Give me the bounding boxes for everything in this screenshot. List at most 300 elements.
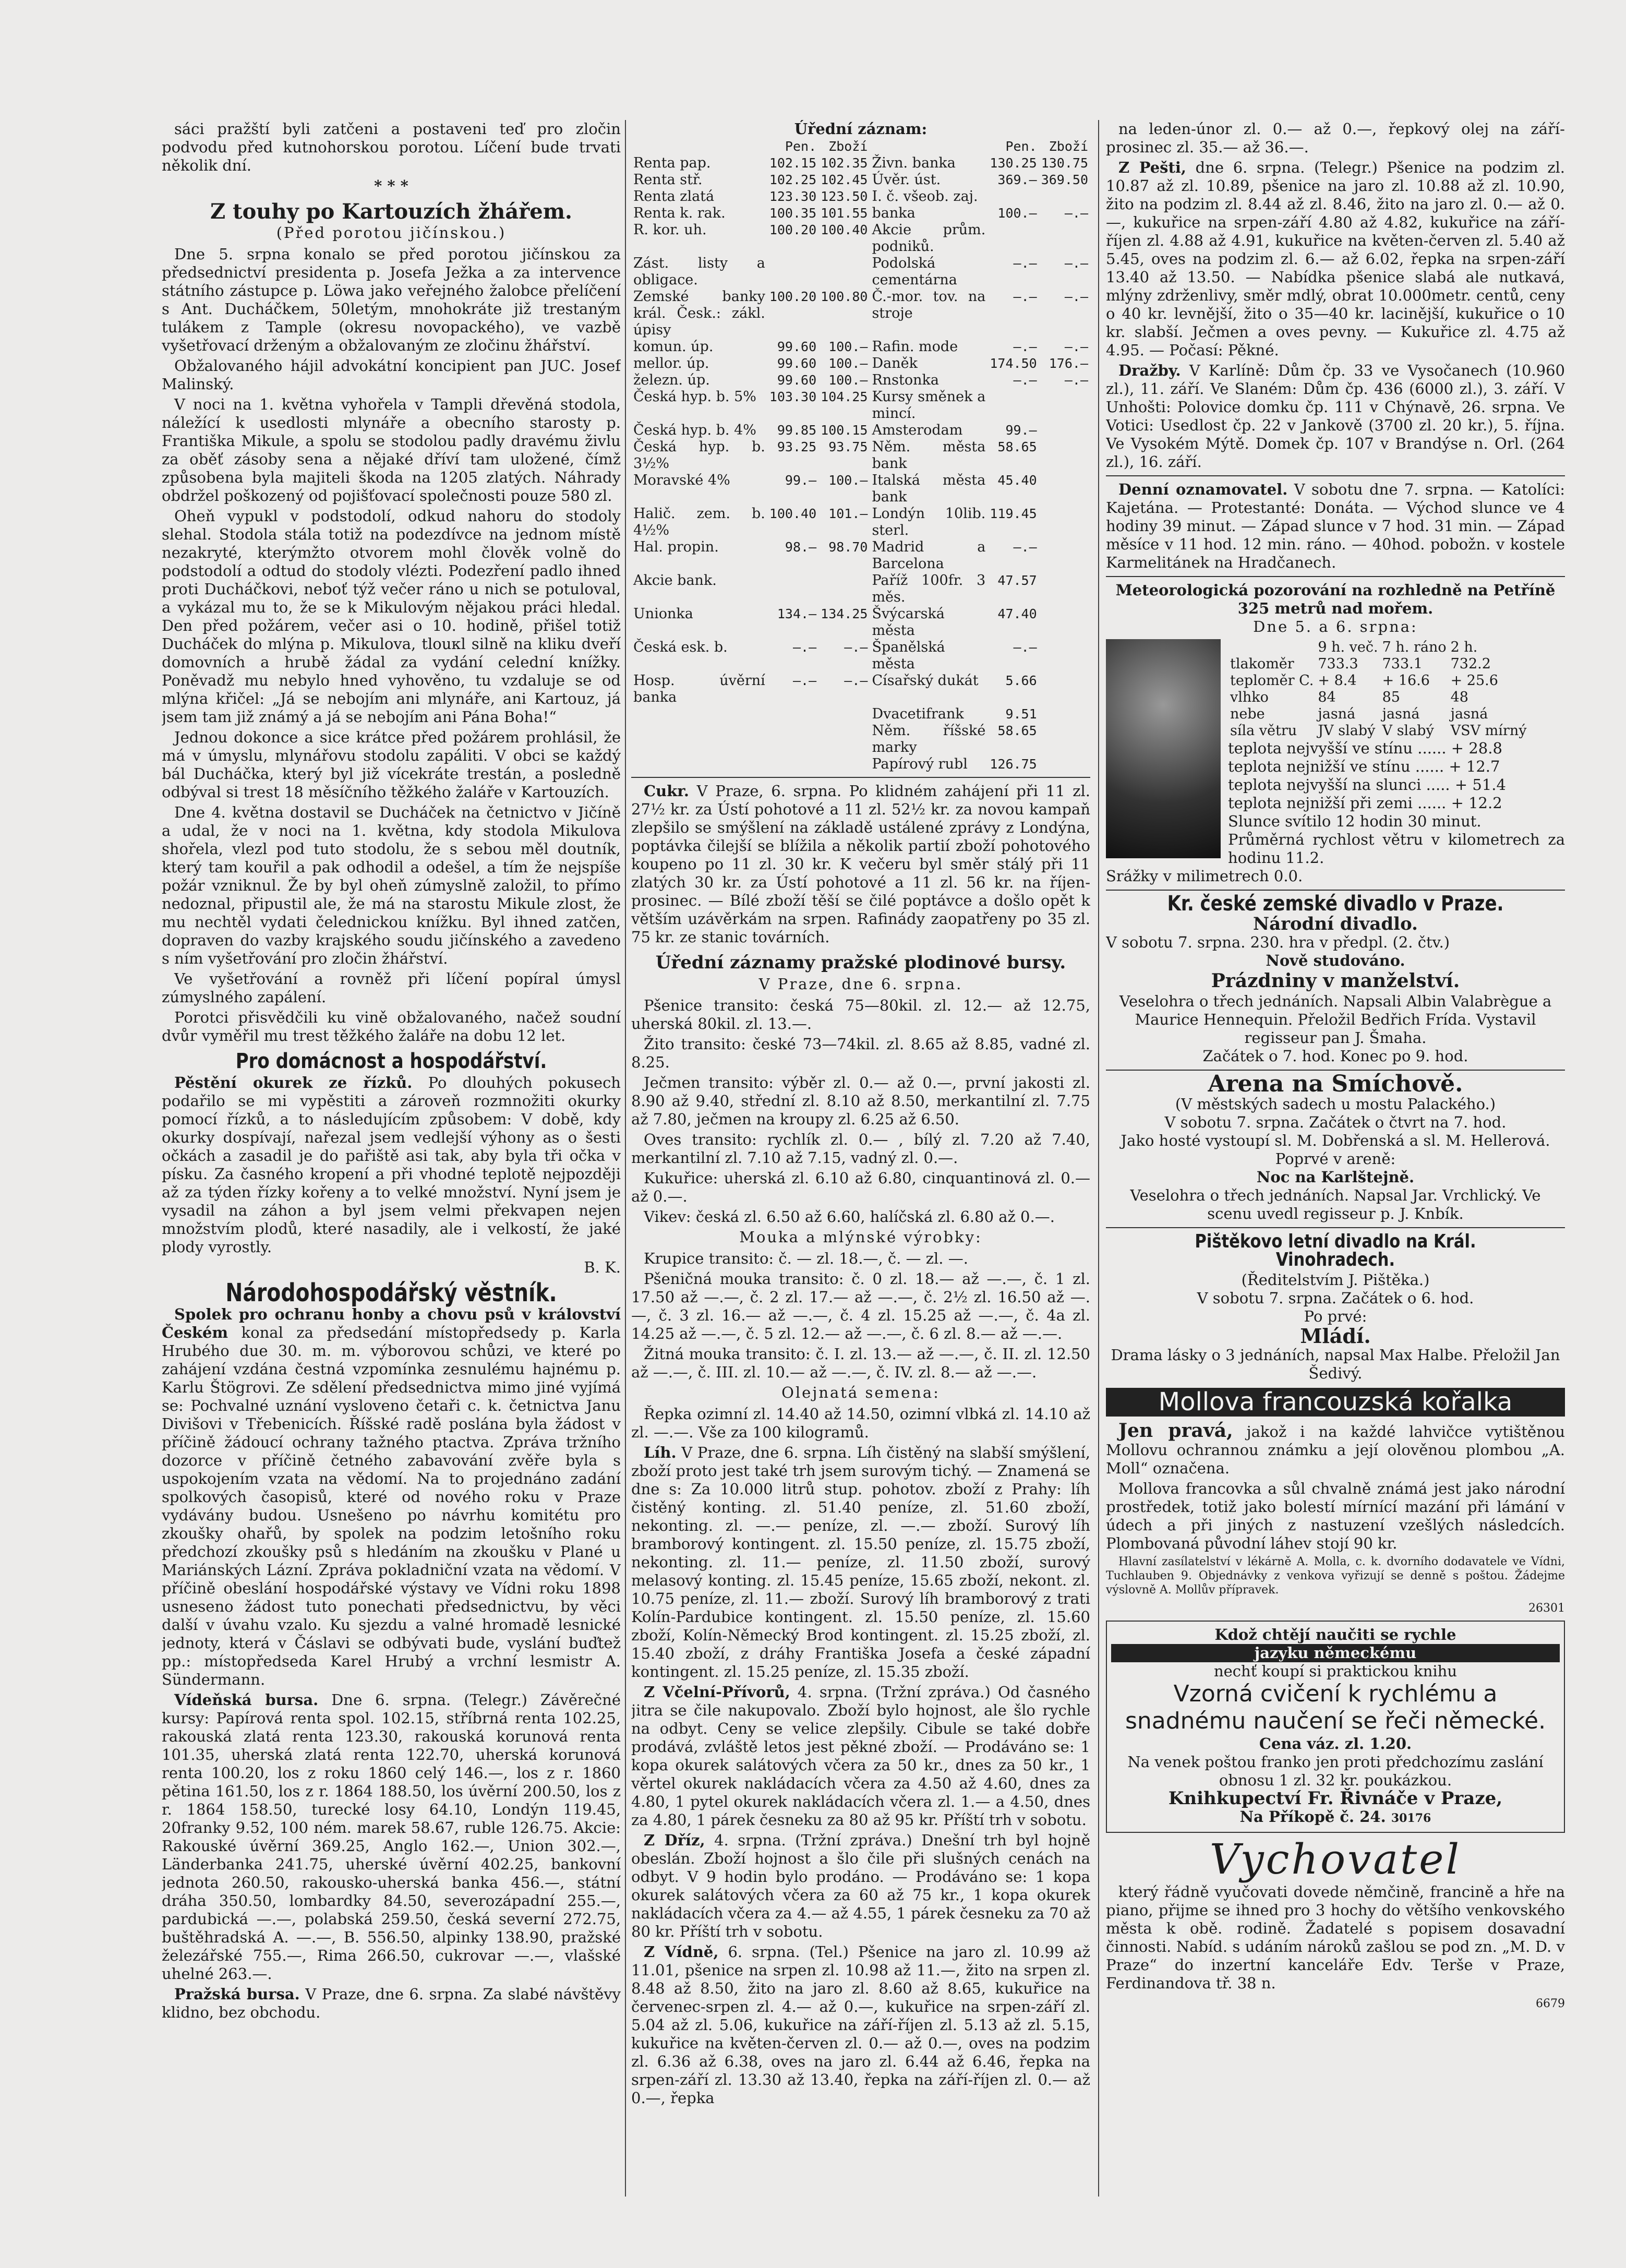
- meteo-cell: 733.3: [1318, 656, 1358, 672]
- meteo-line: teplota nejnižší ve stínu ...... + 12.7: [1228, 758, 1500, 775]
- table-cell: [818, 706, 870, 723]
- table-cell: 100.—: [828, 356, 868, 371]
- table-cell: [987, 188, 1039, 205]
- meteo-col-header: 2 h.: [1450, 639, 1478, 655]
- table-cell: —.—: [1064, 256, 1088, 271]
- article-paragraph: na leden-únor zl. 0.— až 0.—, řepkový olej na září-prosinec zl. 35.— až 36.—.: [1106, 120, 1565, 156]
- ad-small-print: Hlavní zasílatelství v lékárně A. Molla, c. k. dvorního dodavatele ve Vídni, Tuchlauben 9. Objednávky z venkova vyřizují se denně s poštou. Žádejme výslovně A. Mollův přípravek.: [1106, 1555, 1565, 1597]
- table-cell: Česká esk. b.: [633, 639, 728, 655]
- table-cell: [1039, 422, 1090, 439]
- table-cell: Císařský dukát: [872, 673, 979, 689]
- paragraph-body: 4. srpna. (Tržní zpráva.) Dnešní trh byl hojně obeslán. Zboží hojnost a šlo čile při slušných cenách na odbyt. V 9 hodin bylo prodáno. — Prodáváno se: 1 kopa okurek salátových včera za 60 až 75 kr., 1 kopa okurek nakládacích včera za 4.— až 4.55, 1 párek česneku za 70 až 80 kr. Příští trh v sobotu.: [631, 1831, 1090, 1940]
- table-cell: —.—: [1064, 339, 1088, 354]
- table-row: [631, 389, 1090, 422]
- paragraph-lead: Dražby.: [1118, 362, 1181, 379]
- meteo-cell: jasná: [1382, 706, 1420, 722]
- table-cell: 119.45: [990, 506, 1037, 521]
- ad-line: Kdož chtějí naučiti se rychle: [1214, 1626, 1456, 1643]
- paragraph-body: V Praze, dne 6. srpna. Za slabé návštěvy klidno, bez obchodu.: [162, 1985, 621, 2021]
- section-date: V Praze, dne 6. srpna.: [758, 975, 963, 993]
- table-cell: [1039, 706, 1090, 723]
- subsection-heading: Mouka a mlýnské výrobky:: [739, 1228, 982, 1246]
- table-cell: Akcie prům. podniků.: [872, 222, 986, 255]
- table-cell: —.—: [844, 640, 868, 655]
- table-cell: Moravské 4%: [633, 472, 730, 488]
- table-cell: 134.25: [821, 606, 868, 621]
- author-signature: B. K.: [584, 1258, 621, 1276]
- arena-heading: Arena na Smíchově.: [1208, 1071, 1463, 1097]
- table-cell: 176.—: [1049, 356, 1088, 371]
- table-cell: [818, 255, 870, 289]
- divider: [1106, 1227, 1565, 1228]
- table-cell: [1039, 639, 1090, 673]
- table-cell: Madrid a Barcelona: [872, 539, 986, 572]
- table-header: Pen.: [1005, 139, 1037, 154]
- meteo-row: [1228, 723, 1528, 739]
- paragraph-body: V Praze, dne 6. srpna. Líh čistěný na slabší smýšlení, zboží proto jest také trh jsem surovým tichý. — Znamená se dne s: Za 10.000 litrů stup. pohotov. zboží z Prahy: líh čistěný konting. zl. 51.40 peníze, zl. 51.60 zboží, nekonting. zl. —.— peníze, zl. —.— zboží. Surový líh bramborový kontingent. zl. 15.50 peníze, zl. 15.75 zboží, nekonting. zl. 11.— peníze, zl. 11.50 zboží, surový melasový konting. zl. 15.45 peníze, 15.65 zboží, nekont. zl. 10.75 peníze, zl. 11.— zboží. Surový líh bramborový z trati Kolín-Pardubice kontingent. zl. 15.50 peníze, zl. 15.60 zboží, Kolín-Německý Brod kontingent. zl. 15.25 zboží, zl. 15.40 zboží, z dráhy Františka Josefa a české západní kontingent. zl. 15.25 peníze, zl. 15.35 zboží.: [631, 1444, 1090, 1681]
- table-cell: Česká hyp. b. 3½%: [633, 439, 765, 472]
- table-cell: 58.65: [997, 723, 1037, 738]
- paragraph-body: V Karlíně: Dům čp. 33 ve Vysočanech (10.960 zl.), 11. září. Ve Slaném: Dům čp. 436 (6000 zl.), 3. září. V Unhošti: Polovice domku čp. 111 v Chýnavě, 26. srpna. Ve Votici: Usedlost čp. 22 v Jankově (3700 zl. 20 kr.), 5. října. Ve Vysokém Mýtě. Domek čp. 107 v Brandýse n. Orl. (264 zl.), 16. září.: [1106, 362, 1565, 471]
- article-paragraph: Jednou dokonce a sice krátce před požárem prohlásil, že má v úmyslu, mlynářovu stodolu zapáliti. V obci se každý bál Ducháčka, který byl již vícekráte trestán, a posledně odbýval si trest 18 měsíčního těžkého žaláře v Kartouzích.: [162, 728, 621, 801]
- table-cell: [631, 706, 767, 723]
- table-cell: železn. úp.: [633, 372, 710, 388]
- table-cell: 100.15: [821, 423, 868, 438]
- book-price: Cena váz. zl. 1.20.: [1259, 1735, 1412, 1753]
- table-cell: 100.35: [769, 206, 817, 221]
- theatre-subheading: (Ředitelstvím J. Pištěka.): [1241, 1271, 1430, 1289]
- play-title: Noc na Karlštejně.: [1256, 1168, 1415, 1186]
- table-cell: 100.80: [821, 289, 868, 304]
- section-heading: Pro domácnost a hospodářství.: [235, 1049, 547, 1073]
- book-ad: [1106, 1621, 1565, 1833]
- theatre-line: V sobotu 7. srpna. Začátek o 6. hod.: [1197, 1289, 1474, 1307]
- table-cell: —.—: [1013, 373, 1037, 388]
- table-cell: 102.15: [769, 155, 817, 171]
- table-row: [631, 673, 1090, 706]
- table-cell: Živn. banka: [872, 155, 956, 171]
- theatre-line: Po prvé:: [1304, 1307, 1367, 1325]
- table-cell: 98.70: [828, 539, 868, 555]
- article-paragraph: Vikev: česká zl. 6.50 až 6.60, halíčská zl. 6.80 až 0.—.: [644, 1208, 1055, 1226]
- table-cell: 100.—: [828, 339, 868, 354]
- table-cell: 130.75: [1041, 155, 1088, 171]
- article-paragraph: [1106, 159, 1565, 359]
- table-cell: 100.—: [828, 373, 868, 388]
- paragraph-lead: Vídeňská bursa.: [174, 1691, 319, 1709]
- table-cell: Hosp. úvěrní banka: [633, 673, 765, 705]
- article-heading: Z touhy po Kartouzích žhářem.: [210, 199, 572, 224]
- table-cell: 102.35: [821, 155, 868, 171]
- meteo-cell: 85: [1382, 689, 1400, 705]
- ad-paragraph: [1106, 1422, 1565, 1478]
- table-cell: Akcie bank.: [633, 572, 717, 589]
- paragraph-lead: Denní oznamovatel.: [1118, 481, 1288, 498]
- table-row: [631, 172, 1090, 188]
- table-cell: [1039, 673, 1090, 706]
- table-row: [631, 723, 1090, 756]
- table-row: [631, 155, 1090, 172]
- table-cell: Halič. zem. b. 4½%: [633, 506, 765, 538]
- table-cell: Kursy směnek a mincí.: [872, 389, 986, 422]
- column-2: [631, 120, 1090, 2197]
- article-paragraph: Pšenice transito: česká 75—80kil. zl. 12.— až 12.75, uherská 80kil. zl. 13.—.: [631, 997, 1090, 1033]
- table-cell: 103.30: [769, 389, 817, 404]
- column-1: [162, 120, 621, 2197]
- table-cell: [1039, 723, 1090, 756]
- meteo-cell: + 8.4: [1318, 673, 1357, 689]
- table-cell: 5.66: [1005, 673, 1037, 688]
- table-cell: Česká hyp. b. 4%: [633, 422, 756, 438]
- table-row: [631, 205, 1090, 222]
- table-cell: [818, 572, 870, 606]
- article-paragraph: Dne 5. srpna konalo se před porotou jičínskou za předsednictví presidenta p. Josefa Ježka a za intervence státního zástupce p. Löwa jako veřejného žalobce přelíčení s Ant. Ducháčkem, 50letým, mnohokráte již trestaným tulákem z Tample (okresu novopackého), ve vazbě vyšetřovací drženým a obžalovaným ze zločinu žhářství.: [162, 245, 621, 354]
- ad-line: nechť koupí si praktickou knihu: [1213, 1662, 1458, 1680]
- table-row: [631, 289, 1090, 339]
- table-cell: Zemské banky král. Česk.: zákl. úpisy: [633, 289, 765, 338]
- table-cell: [1039, 222, 1090, 255]
- article-paragraph: [631, 1943, 1090, 2107]
- meteo-line: teplota nejvyšší ve stínu ...... + 28.8: [1228, 739, 1502, 757]
- table-cell: 93.75: [828, 439, 868, 454]
- table-cell: Renta stř.: [633, 172, 703, 188]
- table-cell: 45.40: [997, 473, 1037, 488]
- table-cell: Papírový rubl: [872, 756, 968, 772]
- ad-number: 26301: [1528, 1602, 1565, 1615]
- paragraph-body: 4. srpna. (Tržní zpráva.) Od časného jitra se čile nakupovalo. Zboží bylo hojnost, ale šlo rychle na odbyt. Ceny se velice zlepšily. Cibule se také dobře prodává, zvláště letos jest pěkné zboží. — Prodáváno se: 1 kopa okurek salátových včera za 50 kr., dnes za 50 kr., 1 věrtel okurek nakládacích včera za 4.50 až 4.60, dnes za 4.80, 1 pytel okurek nakládacích včera zl. 1.— a 4.50, dnes za 4.80, 1 párek česneku za 80 až 95 kr. Příští trh v sobotu.: [631, 1683, 1090, 1829]
- table-row: [631, 472, 1090, 506]
- divider: [1106, 890, 1565, 891]
- meteo-line: Srážky v milimetrech 0.0.: [1106, 867, 1303, 885]
- table-cell: [767, 756, 818, 773]
- meteo-cell: nebe: [1230, 706, 1265, 722]
- table-cell: [1039, 472, 1090, 506]
- table-cell: [767, 706, 818, 723]
- theatre-heading: Kr. české zemské divadlo v Praze.: [1167, 892, 1504, 916]
- table-cell: [631, 723, 767, 756]
- meteo-col-header: 7 h. ráno: [1382, 639, 1447, 655]
- play-time: Začátek o 7. hod. Konec po 9. hod.: [1202, 1047, 1468, 1065]
- ad-paragraph: Mollova francovka a sůl chvalně známá jest jako národní prostředek, totiž jako bolestí mírnící mazání při lámání v údech a při jiných z nastuzení vzešlých následcích. Plombovaná původní láhev stojí 90 kr.: [1106, 1480, 1565, 1552]
- theatre-line: Nově studováno.: [1266, 952, 1405, 969]
- table-cell: [767, 255, 818, 289]
- table-row: [631, 188, 1090, 205]
- arena-description: Jako hosté vystoupí sl. M. Dobřenská a sl. M. Hellerová. Poprvé v areně:: [1121, 1132, 1550, 1168]
- meteo-line: teplota nejnižší při zemi ...... + 12.2: [1228, 794, 1502, 812]
- article-paragraph: Žito transito: české 73—74kil. zl. 8.65 až 8.85, vadné zl. 8.25.: [631, 1035, 1090, 1071]
- table-row: [631, 706, 1090, 723]
- theatre-subheading: Národní divadlo.: [1252, 914, 1418, 934]
- table-cell: —.—: [1013, 339, 1037, 354]
- table-cell: 100.40: [821, 222, 868, 237]
- table-cell: 369.50: [1041, 172, 1088, 187]
- table-row: [631, 639, 1090, 673]
- article-paragraph: Ječmen transito: výběr zl. 0.— až 0.—, první jakosti zl. 8.90 až 9.40, střední zl. 8.10 až 8.50, merkantilní zl. 7.75 až 7.80, ječmen na kroupy zl. 6.25 až 6.50.: [631, 1074, 1090, 1128]
- table-row: [631, 539, 1090, 572]
- meteo-line: Slunce svítilo 12 hodin 30 minut.: [1228, 812, 1482, 830]
- paragraph-body: konal za předsedání místopředsedy p. Karla Hrubého due 30. m. m. výborovou schůzi, ve které po zahájení vzdána čestná vzpomínka zesnulému hajnému p. Karlu Štögrovi. Ze sdělení předsednictva mimo jiné vyjímá se: Pochvalné uznání vysloveno četaři c. k. četnictva Janu Divišovi v Třebenicích. Říšské radě poslána byla žádost v příčině žádoucí ochrany tažného ptactva. Zpráva tržního dozorce v příčině četného zabavování zvěře byla s uspokojením vzata na vědomí. Na to projednáno zadání spolkových časopisů, které od nového roku v Praze vydávány budou. Usnešeno po návrhu komitétu pro zkoušky ohařů, by spolek na podzim letošního roku předchozí zkoušky psů s hledáním na zkoušku v Plané u Mariánských Lázní. Zpráva pokladniční vzata na vědomí. V příčině obeslání hospodářské výstavy ve Vídni roku 1898 usneseno žádost tuto ponechati předsednictvu, by věci další v úvahu vzalo. Ku sjezdu a valné hromadě lesnické jednoty, která v Čáslavi se odbývati bude, vyslání buďtež pp.: místopředseda Karel Hrubý a vrchní lesmistr A. Sündermann.: [162, 1324, 621, 1688]
- table-cell: [1039, 188, 1090, 205]
- meteo-line: teplota nejvyšší na slunci ..... + 51.4: [1228, 776, 1506, 794]
- paragraph-lead: Pěstění okurek ze řízků.: [174, 1074, 413, 1091]
- meteo-header-row: [1228, 639, 1528, 656]
- bookshop-name: Knihkupectví Fr. Řivnáče v Praze,: [1168, 1788, 1503, 1809]
- table-header: Zboží: [1049, 139, 1088, 154]
- paragraph-body: Po dlouhých pokusech podařilo se mi vypěstiti a zároveň rozmnožiti okurky pomocí řízků, a to následujícím způsobem: V době, kdy okurky dospívají, nařezal jsem vedlejší výhony as o šesti očkách a zasadil je do pařiště asi tak, aby byla tři očka v písku. Za časného kropení a při vhodné teplotě nejpozději až za týden řízky kořeny a to velké množství. Nyní jsem je vysadil na záhon a byl jsem velmi překvapen nejen množstvím plodů, které nasadily, ale i velkostí, že jaké plody vyrostly.: [162, 1074, 621, 1256]
- table-cell: 47.40: [997, 606, 1037, 621]
- table-header: Pen.: [785, 139, 817, 154]
- arena-line: V sobotu 7. srpna. Začátek o čtvrt na 7. hod.: [1164, 1113, 1507, 1131]
- article-paragraph: V noci na 1. května vyhořela v Tampli dřevěná stodola, náležící k usedlosti mlynáře a obecního starosty p. Františka Mikule, a spolu se stodolou padly dravému živlu za oběť zásoby sena a nějaké dříví tam uložené, čímž způsobena byla majiteli škoda na 1205 zlatých. Náhrady obdržel poškozený od pojišťovací společnosti pouze 580 zl.: [162, 395, 621, 505]
- article-paragraph: [631, 1831, 1090, 1941]
- meteo-row: [1228, 689, 1528, 706]
- table-cell: Renta pap.: [633, 155, 711, 171]
- article-paragraph: [631, 1683, 1090, 1829]
- column-rule: [625, 120, 626, 2197]
- divider: [1106, 576, 1565, 577]
- table-cell: 99.—: [785, 473, 817, 488]
- table-cell: Dvacetifrank: [872, 706, 964, 722]
- table-cell: —.—: [1013, 539, 1037, 555]
- table-cell: [987, 222, 1039, 255]
- table-header: Zboží: [828, 139, 868, 154]
- article-paragraph: Oheň vypukl v podstodolí, odkud nahoru do stodoly slehal. Stodola stála totiž na podezdívce na jednom místě nezakryté, kterýmžto otvorem mohl člověk volně do podstodolí a odtud do stodoly vlézti. Podezření padlo ihned proti Ducháčkovi, neboť týž večer ráno u nich se potuloval, a vykázal mu to, že se k Mikulovým nějakou práci hledal. Den před požárem, večer asi o 10. hodině, přišel totiž Ducháček do mlýna p. Mikulova, tlouкl silně na kliku dveří domovních a hrubě žádal za vydání celední knížky. Poněvadž mu nebylo hned vyhověno, tu vzdaluje se od mlýna křičel: „Já se nebojím ani mlynáře, ani Kartouz, já jsem tam již známý a já se nebojím ani Pána Boha!“: [162, 507, 621, 726]
- article-paragraph: Dne 4. května dostavil se Ducháček na četnictvo v Jičíně a udal, že v noci na 1. května, kdy stodola Mikulova shořela, vlezl pod tuto stodolu, že s sebou měl doutník, který tam kouřil a pak odhodil a odešel, a tím že nejspíše požár vzniknul. Že by byl oheň zúmyslně založil, to přímo nedoznal, připustil ale, že má na starostu Mikule zlost, že mu nechtěl vydati čelednickou knížku. Byl ihned zatčen, dopraven do vazby krajského soudu jičínského a zavedeno s ním vyšetřování pro zločin žhářství.: [162, 803, 621, 967]
- table-cell: R. kor. uh.: [633, 222, 707, 238]
- article-subheading: (Před porotou jičínskou.): [276, 224, 507, 242]
- table-cell: 102.25: [769, 172, 817, 187]
- table-cell: [767, 572, 818, 606]
- paragraph-body: 6. srpna. (Tel.) Pšenice na jaro zl. 10.99 až 11.01, pšenice na srpen zl. 10.98 až 11.—, žito na srpen zl. 8.48 až 8.50, žito na jaro zl. 8.60 až 8.65, kukuřice na červenec-srpen zl. 4.— až 0.—, kukuřice na srpen-září zl. 5.04 až zl. 5.06, kukuřice na září-říjen zl. 5.13 až zl. 5.15, kukuřice na květen-červen zl. 0.— až 0.—, oves na podzim zl. 6.36 až 6.38, oves na jaro zl. 6.44 až 6.46, řepka na srpen-září zl. 13.30 až 13.40, řepka na září-říjen zl. 0.— až 0.—, řepka: [631, 1943, 1090, 2107]
- table-cell: [1039, 756, 1090, 773]
- table-cell: Unionka: [633, 606, 693, 622]
- meteo-cell: VSV mírný: [1450, 723, 1527, 739]
- article-paragraph: Oves transito: rychlík zl. 0.— , bílý zl. 7.20 až 7.40, merkantilní zl. 7.10 až 7.15, vadný zl. 0.—.: [631, 1131, 1090, 1167]
- table-cell: Č.-mor. tov. na stroje: [872, 289, 986, 321]
- article-paragraph: Ve vyšetřování a rovněž při líčení popíral úmysl zúmyslného zapálení.: [162, 970, 621, 1006]
- meteo-cell: 48: [1450, 689, 1468, 705]
- meteo-cell: 732.2: [1450, 656, 1491, 672]
- article-paragraph: Porotci přisvědčili ku vině obžalovaného, načež soudní dvůr vyměřil mu trest těžkého žaláře na dobu 12 let.: [162, 1009, 621, 1045]
- paragraph-body: dne 6. srpna. (Telegr.) Pšenice na podzim zl. 10.87 až zl. 10.89, pšenice na jaro zl. 10.88 až zl. 10.90, žito na podzim zl. 8.44 až zl. 8.46, žito na jaro zl. 0.— až 0.—, kukuřice na srpen-září 4.80 až 4.82, kukuřice na září-říjen zl. 4.88 až 4.91, kukuřice na květen-červen zl. 5.40 až 5.45, oves na podzim zl. 6.— až 6.02, řepka na srpen-září 13.40 až 13.50. — Nabídka pšenice slabá ale nutkavá, mlýny zdrženlivy, směr mdlý, obrat 10.000metr. centů, ceny o 40 kr. levnější, žito o 35—40 kr. lacinější, kukuřice o 10 kr. slabší. Ječmen a oves pevny. — Kukuřice zl. 4.75 až 4.95. — Počasí: Pěkné.: [1106, 159, 1565, 359]
- article-paragraph: [162, 1305, 621, 1689]
- table-row: [631, 422, 1090, 439]
- table-cell: —.—: [1013, 289, 1037, 304]
- meteo-table-body: [1228, 656, 1528, 739]
- meteo-table: [1228, 639, 1528, 739]
- table-cell: 134.—: [777, 606, 817, 621]
- table-row: [631, 572, 1090, 606]
- table-cell: Podolská cementárna: [872, 255, 957, 288]
- table-cell: Švýcarská města: [872, 606, 945, 639]
- meteo-line: Průměrná rychlost větru v kilometrech za hodinu 11.2.: [1228, 831, 1565, 867]
- play-description: Drama lásky o 3 jednáních, napsal Max Halbe. Přeložil Jan Šedivý.: [1111, 1346, 1560, 1382]
- table-cell: —.—: [1013, 640, 1037, 655]
- ad-line: Na venek poštou franko jen proti předchozímu zaslání obnosu 1 zl. 32 kr. poukázkou.: [1127, 1753, 1544, 1789]
- section-heading: Národohospodářský věstník.: [225, 1278, 557, 1307]
- table-cell: Rafin. mode: [872, 339, 958, 355]
- table-row: [631, 606, 1090, 639]
- table-cell: 99.60: [777, 339, 817, 354]
- table-cell: mellor. úp.: [633, 355, 709, 371]
- meteo-cell: + 25.6: [1450, 673, 1498, 689]
- petrin-tower-image: [1106, 639, 1221, 858]
- table-cell: —.—: [1064, 206, 1088, 221]
- table-cell: 101.—: [828, 506, 868, 521]
- article-paragraph: Obžalovaného hájil advokátní koncipient pan JUC. Josef Malinský.: [162, 357, 621, 393]
- table-cell: banka: [872, 205, 916, 221]
- table-cell: 123.50: [821, 189, 868, 204]
- table-cell: [767, 723, 818, 756]
- meteo-row: [1228, 656, 1528, 673]
- table-cell: 100.20: [769, 289, 817, 304]
- table-cell: Daněk: [872, 355, 918, 371]
- table-row: [631, 355, 1090, 372]
- table-cell: Hal. propin.: [633, 539, 719, 555]
- bourse-table-body: [631, 155, 1090, 773]
- ad-number: 6679: [1536, 1997, 1565, 2010]
- play-description: Veselohra o třech jednáních. Napsali Albin Valabrègue a Maurice Hennequin. Přeložil Bedřich Frída. Vystavil regisseur pan J. Šmaha.: [1119, 992, 1552, 1047]
- column-rule: [1098, 120, 1099, 2197]
- arena-subheading: (V městských sadech u mostu Palackého.): [1175, 1095, 1496, 1113]
- theatre-heading: Pištěkovo letní divadlo na Král. Vinohradech.: [1195, 1231, 1476, 1270]
- subsection-heading: Olejnatá semena:: [781, 1384, 940, 1401]
- meteo-cell: JV slabý: [1318, 723, 1376, 739]
- table-cell: 100.20: [769, 222, 817, 237]
- article-paragraph: [1106, 362, 1565, 471]
- play-title: Prázdniny v manželství.: [1211, 970, 1460, 992]
- meteo-cell: 733.1: [1382, 656, 1423, 672]
- section-heading: Úřední záznamy pražské plodinové bursy.: [655, 952, 1066, 973]
- table-header-row: [631, 138, 1090, 155]
- table-row: [631, 439, 1090, 472]
- table-row: [631, 372, 1090, 389]
- ad-number: 30176: [1391, 1811, 1431, 1825]
- table-cell: 369.—: [997, 172, 1037, 187]
- meteo-cell: teploměr C.: [1230, 673, 1314, 689]
- meteo-cell: tlakoměr: [1230, 656, 1294, 672]
- divider: [631, 777, 1090, 778]
- table-cell: —.—: [792, 673, 817, 688]
- table-cell: komun. úp.: [633, 339, 714, 355]
- table-cell: Amsterodam: [872, 422, 963, 438]
- paragraph-lead: Z Včelní-Přívorů,: [644, 1683, 790, 1701]
- ad-line: jazyku německému: [1111, 1644, 1560, 1662]
- table-cell: 130.25: [990, 155, 1037, 171]
- paragraph-body: Dne 6. srpna. (Telegr.) Závěrečné kursy: Papírová renta spol. 102.15, stříbrná renta 102.25, rakouská zlatá renta 123.30, rakouská korunová renta 101.35, uherská zlatá renta 122.70, uherská korunová renta 100.20, los z roku 1860 celý 146.—, los z r. 1860 pětina 161.50, los z r. 1864 188.50, los úvěrní 200.50, los z r. 1864 158.50, turecké losy 64.10, Londýn 119.45, 20franky 9.52, 100 ném. marek 58.67, ruble 126.75. Akcie: Rakouské úvěrní 369.25, Anglo 162.—, Union 302.—, Länderbanka 241.75, uherské úvěrní 402.25, bankovní jednota 260.50, rakousko-uherská banka 456.—, státní dráha 350.50, lombardky 84.50, severozápadní 255.—, pardubická —.—, polabská 259.50, česká severní 272.75, buštěhradská A. —.—, B. 556.50, alpinky 138.90, pražské železářské 755.—, Rima 266.50, cukrovar —.—, vlašské uhelné 263.—.: [162, 1691, 621, 1983]
- table-row: [631, 222, 1090, 255]
- meteo-col-header: 9 h. več.: [1318, 639, 1378, 655]
- meteo-cell: vlhko: [1230, 689, 1269, 705]
- table-cell: [1039, 389, 1090, 422]
- play-title: Mládí.: [1300, 1324, 1371, 1348]
- table-cell: [1039, 439, 1090, 472]
- table-cell: 100.—: [997, 206, 1037, 221]
- table-cell: 9.51: [1005, 706, 1037, 722]
- table-row: [631, 756, 1090, 773]
- article-paragraph: [162, 1074, 621, 1256]
- paragraph-lead: Líh.: [644, 1444, 677, 1461]
- table-row: [631, 506, 1090, 539]
- meteo-title: Meteorologická pozorování na rozhledně na Petříně 325 metrů nad mořem.: [1115, 581, 1556, 617]
- table-cell: [1039, 606, 1090, 639]
- table-cell: 93.25: [777, 439, 817, 454]
- table-cell: Londýn 10lib. sterl.: [872, 506, 986, 538]
- table-cell: [631, 756, 767, 773]
- article-paragraph: Pšeničná mouka transito: č. 0 zl. 18.— až —.—, č. 1 zl. 17.50 až —.—, č. 2 zl. 17.— až —.—, č. 2½ zl. 16.50 až —.—, č. 3 zl. 16.— až —.—, č. 4 zl. 15.25 až —.—, č. 4a zl. 14.25 až —.—, č. 5 zl. 12.— až —.—, č. 6 zl. 8.— až —.—.: [631, 1270, 1090, 1342]
- table-cell: 99.60: [777, 373, 817, 388]
- article-paragraph: Řepka ozimní zl. 14.40 až 14.50, ozimní vlbká zl. 14.10 až zl. —.—. Vše za 100 kilogramů.: [631, 1405, 1090, 1441]
- table-cell: [987, 389, 1039, 422]
- table-cell: 100.40: [769, 506, 817, 521]
- table-cell: —.—: [1064, 289, 1088, 304]
- article-paragraph: [631, 782, 1090, 946]
- table-cell: Něm. říšské marky: [872, 723, 986, 755]
- article-paragraph: [162, 1985, 621, 2022]
- table-cell: I. č. všeob. zaj.: [872, 188, 978, 205]
- table-cell: Něm. města bank: [872, 439, 986, 472]
- table-cell: Španělská města: [872, 639, 945, 672]
- article-paragraph: Krupice transito: č. — zl. 18.—, č. — zl. —.: [644, 1250, 968, 1267]
- meteo-date: Dne 5. a 6. srpna:: [1253, 618, 1418, 635]
- article-paragraph: Žitná mouka transito: č. I. zl. 13.— až —.—, č. II. zl. 12.50 až —.—, č. III. zl. 10.— až —.—, č. IV. zl. 8.— až —.—.: [631, 1345, 1090, 1381]
- newspaper-page: [151, 120, 1570, 2197]
- paragraph-lead: Pražská bursa.: [174, 1985, 300, 2003]
- table-cell: Renta zlatá: [633, 188, 715, 205]
- table-title: Úřední záznam:: [794, 120, 928, 138]
- article-paragraph: Kukuřice: uherská zl. 6.10 až 6.80, cinquantinová zl. 0.— až 0.—.: [631, 1169, 1090, 1205]
- table-row: [631, 339, 1090, 355]
- table-cell: 98.—: [785, 539, 817, 555]
- paragraph-lead: Z Vídně,: [644, 1943, 719, 1961]
- separator-stars: * * *: [374, 177, 408, 195]
- meteo-cell: jasná: [1450, 706, 1488, 722]
- paragraph-lead: Z Dříz,: [644, 1831, 705, 1849]
- meteo-cell: jasná: [1318, 706, 1356, 722]
- table-cell: [1039, 572, 1090, 606]
- intro-text: sáci pražští byli zatčeni a postaveni teď pro zločin podvodu před kutnohorskou porotou. Líčení bude trvati několik dní.: [162, 120, 621, 174]
- paragraph-lead: Cukr.: [644, 782, 689, 800]
- paragraph-lead: Jen pravá,: [1118, 1420, 1233, 1442]
- table-cell: 99.60: [777, 356, 817, 371]
- table-cell: [818, 723, 870, 756]
- paragraph-body: V Praze, 6. srpna. Po klidném zahájení při 11 zl. 27½ kr. za Ústí pohotové a 11 zl. 52½ kr. za novou kampaň zlepšilo se smýšlení na základě ustálené zprávy z Londýna, poptávka čilejší se blížila a několik partií zboží pohotového koupeno po 11 zl. 30 kr. K večeru byl směr stálý při 11 zlatých 30 kr. za Ústí pohotové a 11 zl. 56 kr. na říjen-prosinec. — Bílé zboží těší se čilé poptávce a došlo opět k větším uzávěrkám na srpen. Rafinády zaopatřeny po 35 zl. 75 kr. ze stanic továrních.: [631, 782, 1090, 946]
- table-cell: 101.55: [821, 206, 868, 221]
- paragraph-lead: Spolek pro ochranu honby a chovu psů v království Českém: [162, 1305, 621, 1341]
- table-cell: Zást. listy a obligace.: [633, 255, 765, 288]
- paragraph-body: V sobotu dne 7. srpna. — Katolíci: Kajetána. — Protestanté: Donáta. — Východ slunce ve 4 hodiny 39 minut. — Západ slunce v 7 hod. 31 min. — Západ měsíce v 11 hod. 12 min. ráno. — 40hod. pobožn. v kostele Karmelitánek na Hradčanech.: [1106, 481, 1565, 571]
- meteo-row: [1228, 673, 1528, 689]
- meteo-cell: 84: [1318, 689, 1336, 705]
- table-cell: —.—: [1064, 373, 1088, 388]
- moll-banner: Mollova francouzská kořalka: [1106, 1388, 1565, 1417]
- table-cell: 123.30: [769, 189, 817, 204]
- table-cell: [1039, 506, 1090, 539]
- table-cell: Česká hyp. b. 5%: [633, 389, 756, 405]
- bookshop-address-line: [1111, 1808, 1560, 1828]
- meteo-cell: síla větru: [1230, 723, 1297, 739]
- ad-paragraph: který řádně vyučovati dovede němčině, francině a hře na piano, přijme se ihned pro 3 hochy do většího venkovského města k obě. rodině. Žadatelé s popisem dosavadní činnosti. Nabíd. s udáním nároků zašlou se pod zn. „M. D. v Praze“ do inzertní kanceláře Edv. Terše v Praze, Ferdinandova tř. 38 n.: [1106, 1883, 1565, 1992]
- column-3: [1106, 120, 1565, 2197]
- paragraph-body: jakož i na každé lahvičce vytištěnou Mollovu ochrannou známku a její olověnou plombou „A. Moll“ označena.: [1106, 1423, 1565, 1477]
- article-paragraph: [162, 1691, 621, 1983]
- bookshop-address: Na Příkopě č. 24.: [1239, 1808, 1386, 1826]
- table-cell: 174.50: [990, 356, 1037, 371]
- bourse-table: [631, 138, 1090, 773]
- table-cell: 58.65: [997, 439, 1037, 454]
- paragraph-lead: Z Pešti,: [1118, 159, 1187, 176]
- table-cell: —.—: [844, 673, 868, 688]
